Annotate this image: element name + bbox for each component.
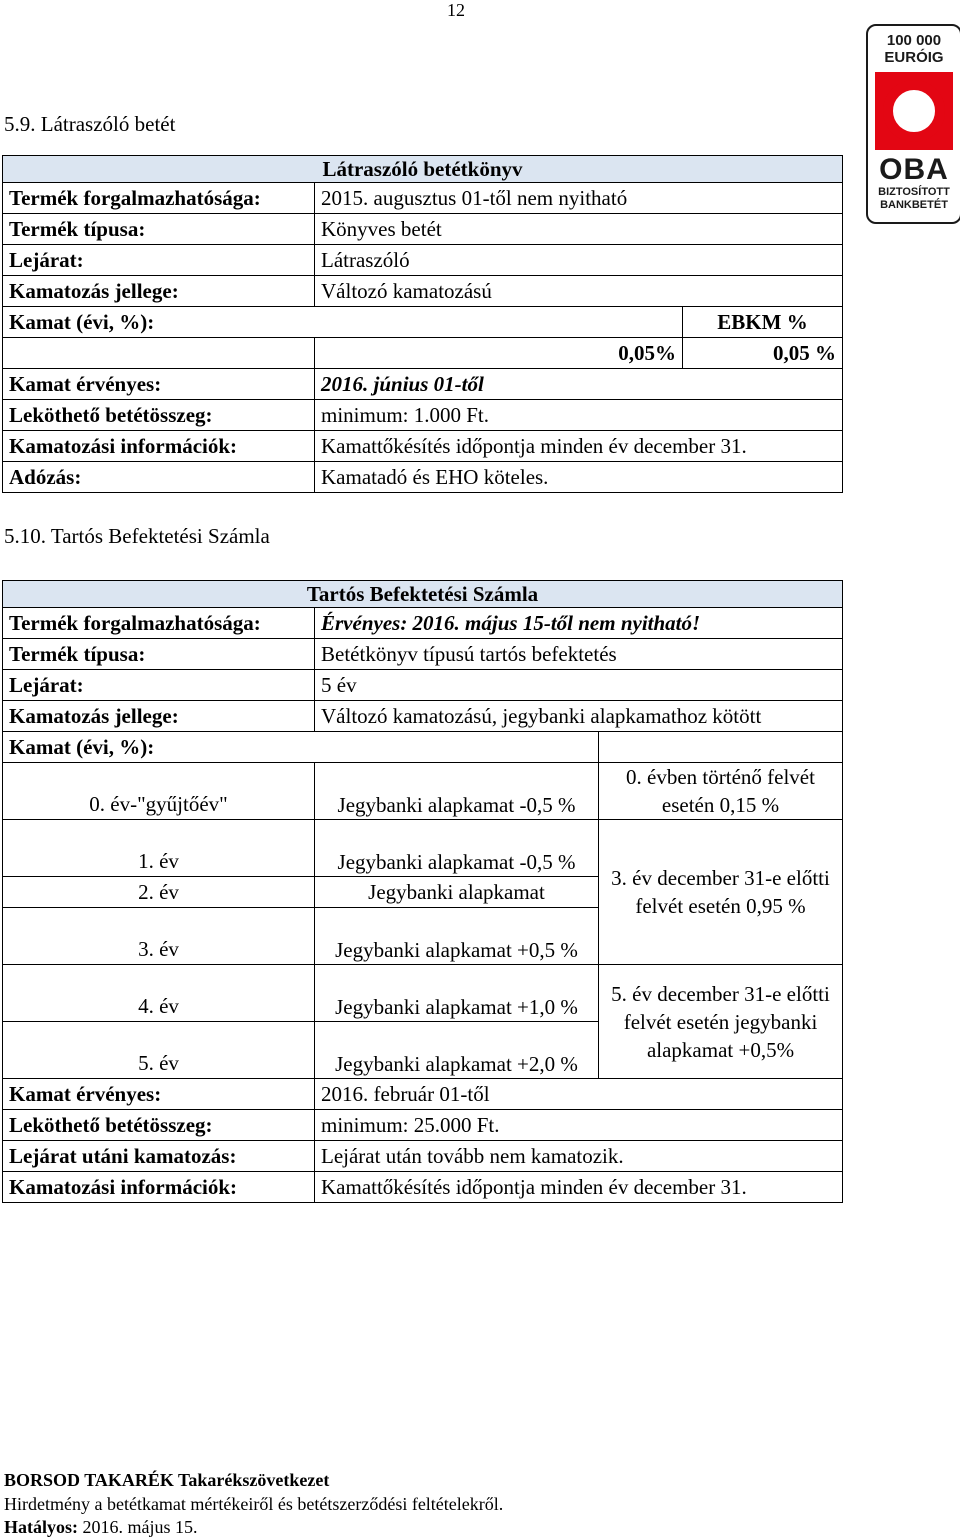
row-label: Lejárat: — [3, 670, 315, 701]
row-value: Kamattőkésítés időpontja minden év december 31. — [315, 1172, 843, 1203]
kamat-value: 0,05% — [315, 338, 683, 369]
row-label: Lejárat: — [3, 245, 315, 276]
year-label: 2. év — [3, 877, 315, 908]
table-title: Látraszóló betétkönyv — [3, 156, 843, 183]
year-label: 3. év — [3, 908, 315, 965]
withdrawal-note: 5. év december 31-e előtti felvét esetén jegybanki alapkamat +0,5% — [599, 965, 843, 1079]
year-rate: Jegybanki alapkamat -0,5 % — [315, 763, 599, 820]
row-value: Változó kamatozású, jegybanki alapkamathoz kötött — [315, 701, 843, 732]
table-row — [3, 462, 843, 493]
year-label: 0. év-"gyűjtőév" — [3, 763, 315, 820]
oba-logo-icon — [875, 72, 953, 150]
table-row — [3, 732, 843, 763]
table-row — [3, 431, 843, 462]
year-row — [3, 820, 843, 877]
year-label: 1. év — [3, 820, 315, 877]
table-row — [3, 369, 843, 400]
section-heading-5-9: 5.9. Látraszóló betét — [4, 112, 176, 136]
row-value: Kamattőkésítés időpontja minden év december 31. — [315, 431, 843, 462]
badge-brand: OBA — [879, 153, 949, 186]
row-value: 2016. február 01-től — [315, 1079, 843, 1110]
row-label: Termék forgalmazhatósága: — [3, 183, 315, 214]
empty-cell — [599, 732, 843, 763]
footer-valid-value: 2016. május 15. — [82, 1517, 198, 1537]
row-label: Termék típusa: — [3, 214, 315, 245]
badge-amount: 100 000 — [886, 32, 942, 49]
row-value: Lejárat után tovább nem kamatozik. — [315, 1141, 843, 1172]
badge-currency: EURÓIG — [884, 49, 944, 66]
ebkm-header: EBKM % — [683, 307, 843, 338]
row-value: 2015. augusztus 01-től nem nyitható — [315, 183, 843, 214]
row-value: Látraszóló — [315, 245, 843, 276]
table-row — [3, 1110, 843, 1141]
page-number: 12 — [447, 0, 465, 20]
year-label: 4. év — [3, 965, 315, 1022]
row-label: Leköthető betétösszeg: — [3, 400, 315, 431]
year-rate: Jegybanki alapkamat +2,0 % — [315, 1022, 599, 1079]
row-value: 5 év — [315, 670, 843, 701]
footer-validity — [4, 1517, 198, 1538]
badge-deposit: BANKBETÉT — [880, 199, 948, 211]
row-label: Adózás: — [3, 462, 315, 493]
footer-document: Hirdetmény a betétkamat mértékeiről és betétszerződési feltételekről. — [4, 1494, 504, 1514]
table-row — [3, 183, 843, 214]
row-label: Kamat érvényes: — [3, 1079, 315, 1110]
table-row — [3, 608, 843, 639]
table-row — [3, 307, 843, 338]
withdrawal-note: 0. évben történő felvét esetén 0,15 % — [599, 763, 843, 820]
ebkm-value: 0,05 % — [683, 338, 843, 369]
table-title: Tartós Befektetési Számla — [3, 581, 843, 608]
table-row — [3, 670, 843, 701]
table-row — [3, 400, 843, 431]
row-value: minimum: 1.000 Ft. — [315, 400, 843, 431]
table-row — [3, 1172, 843, 1203]
row-value: Könyves betét — [315, 214, 843, 245]
row-value: minimum: 25.000 Ft. — [315, 1110, 843, 1141]
row-label: Kamatozási információk: — [3, 1172, 315, 1203]
year-rate: Jegybanki alapkamat — [315, 877, 599, 908]
year-rate: Jegybanki alapkamat +0,5 % — [315, 908, 599, 965]
row-label: Kamatozási információk: — [3, 431, 315, 462]
row-value: Betétkönyv típusú tartós befektetés — [315, 639, 843, 670]
table-row — [3, 639, 843, 670]
withdrawal-note: 3. év december 31-e előtti felvét esetén 0,95 % — [599, 820, 843, 965]
table-row — [3, 214, 843, 245]
row-label: Termék forgalmazhatósága: — [3, 608, 315, 639]
row-label: Kamat (évi, %): — [3, 307, 683, 338]
section-heading-5-10: 5.10. Tartós Befektetési Számla — [4, 524, 270, 548]
footer-company: BORSOD TAKARÉK Takarékszövetkezet — [4, 1470, 330, 1490]
year-row — [3, 965, 843, 1022]
year-label: 5. év — [3, 1022, 315, 1079]
row-label: Lejárat utáni kamatozás: — [3, 1141, 315, 1172]
year-rate: Jegybanki alapkamat +1,0 % — [315, 965, 599, 1022]
row-label: Kamat (évi, %): — [3, 732, 315, 763]
year-row — [3, 763, 843, 820]
row-value: Kamatadó és EHO köteles. — [315, 462, 843, 493]
oba-badge — [866, 24, 960, 224]
row-label: Kamat érvényes: — [3, 369, 315, 400]
year-rate: Jegybanki alapkamat -0,5 % — [315, 820, 599, 877]
row-label: Kamatozás jellege: — [3, 701, 315, 732]
row-label: Termék típusa: — [3, 639, 315, 670]
table-row — [3, 245, 843, 276]
table-row — [3, 701, 843, 732]
table-row — [3, 276, 843, 307]
table-row — [3, 1141, 843, 1172]
row-label: Leköthető betétösszeg: — [3, 1110, 315, 1141]
row-label: Kamatozás jellege: — [3, 276, 315, 307]
footer-valid-label: Hatályos: — [4, 1517, 78, 1537]
row-value: Változó kamatozású — [315, 276, 843, 307]
tbsz-table — [2, 580, 843, 1203]
empty-cell — [3, 338, 315, 369]
latraszolo-table — [2, 155, 843, 493]
row-value: Érvényes: 2016. május 15-től nem nyitható! — [315, 608, 843, 639]
table-row — [3, 338, 843, 369]
row-value: 2016. június 01-től — [315, 369, 843, 400]
table-row — [3, 1079, 843, 1110]
badge-insured: BIZTOSÍTOTT — [878, 186, 950, 198]
empty-cell — [315, 732, 599, 763]
